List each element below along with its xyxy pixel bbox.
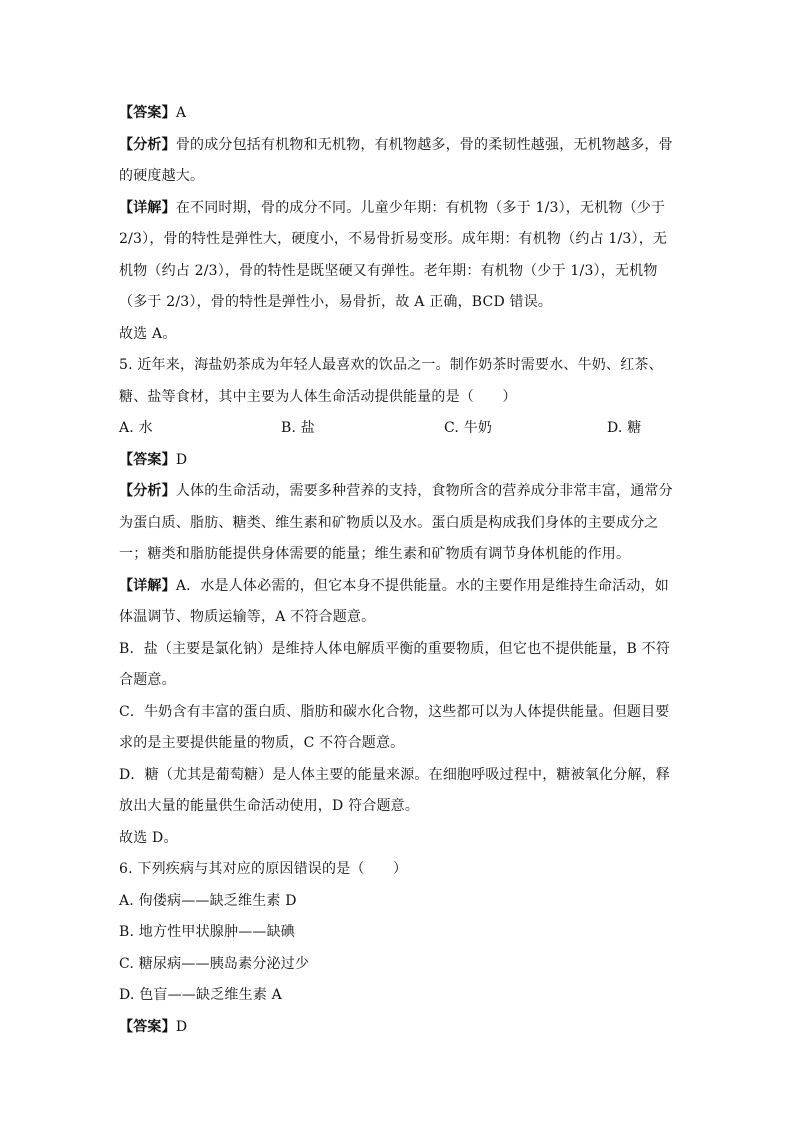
q5-detail-d: D．糖（尤其是葡萄糖）是人体主要的能量来源。在细胞呼吸过程中，糖被氧化分解，释放出大量的能量供生命活动使用，D 符合题意。 <box>119 766 671 814</box>
q6-option-b: B. 地方性甲状腺肿——缺碘 <box>119 924 295 940</box>
analysis-tag: 【分析】 <box>119 136 176 153</box>
detail-tag: 【详解】 <box>119 577 176 594</box>
analysis-text: 人体的生命活动，需要多种营养的支持，食物所含的营养成分非常丰富，通常分为蛋白质、脂肪、糖类、维生素和矿物质以及水。蛋白质是构成我们身体的主要成分之一；糖类和脂肪能提供身体需要的能量；维生素和矿物质有调节身体机能的作用。 <box>119 483 673 562</box>
q4-conclusion: 故选 A。 <box>119 325 177 342</box>
q5-option-a: A. 水 <box>119 420 153 436</box>
q5-detail-c: C．牛奶含有丰富的蛋白质、脂肪和碳水化合物，这些都可以为人体提供能量。但题目要求的是主要提供能量的物质，C 不符合题意。 <box>119 703 670 751</box>
analysis-tag: 【分析】 <box>119 483 176 499</box>
detail-tag: 【详解】 <box>119 199 176 216</box>
page-content <box>119 98 675 1043</box>
answer-tag: 【答案】 <box>119 451 176 468</box>
q6-option-a: A. 佝偻病——缺乏维生素 D <box>119 892 297 909</box>
q4-detail <box>119 193 675 319</box>
q6-answer <box>119 1012 675 1044</box>
q5-stem: 5. 近年来，海盐奶茶成为年轻人最喜欢的饮品之一。制作奶茶时需要水、牛奶、红茶、糖、盐等食材，其中主要为人体生命活动提供能量的是（ ） <box>119 357 663 405</box>
q5-conclusion: 故选 D。 <box>119 829 178 846</box>
answer-tag: 【答案】 <box>119 1018 176 1035</box>
q5-option-b: B. 盐 <box>281 420 315 436</box>
answer-value: D <box>175 451 188 468</box>
q6-option-d: D. 色盲——缺乏维生素 A <box>119 987 282 1003</box>
q6-option-c: C. 糖尿病——胰岛素分泌过少 <box>119 955 310 972</box>
answer-value: D <box>175 1018 188 1035</box>
q5-answer <box>119 445 675 477</box>
q5-options <box>119 413 675 445</box>
q5-detail-a <box>119 571 675 634</box>
detail-text: A．水是人体必需的，但它本身不提供能量。水的主要作用是维持生命活动，如体温调节、物质运输等，A 不符合题意。 <box>119 577 669 625</box>
analysis-text: 骨的成分包括有机物和无机物，有机物越多，骨的柔韧性越强，无机物越多，骨的硬度越大。 <box>119 136 673 184</box>
detail-text: 在不同时期，骨的成分不同。儿童少年期：有机物（多于 1/3），无机物（少于 2/3），骨的特性是弹性大，硬度小，不易骨折易变形。成年期：有机物（约占 1/3），无机物（约占 2/3），骨的特性是既坚硬又有弹性。老年期：有机物（少于 1/3），无机物（多于 2/3），骨的特性是弹性小，易骨折，故 A 正确，BCD 错误。 <box>119 199 668 310</box>
q6-stem: 6. 下列疾病与其对应的原因错误的是（ ） <box>119 861 408 877</box>
answer-tag: 【答案】 <box>119 105 176 121</box>
answer-value: A <box>175 105 187 121</box>
q5-detail-b: B．盐（主要是氯化钠）是维持人体电解质平衡的重要物质，但它也不提供能量，B 不符合题意。 <box>119 640 671 688</box>
q5-option-d: D. 糖 <box>607 420 642 436</box>
q5-option-c: C. 牛奶 <box>444 420 493 436</box>
q4-analysis <box>119 130 675 193</box>
q5-analysis <box>119 476 675 571</box>
q4-answer <box>119 98 675 130</box>
